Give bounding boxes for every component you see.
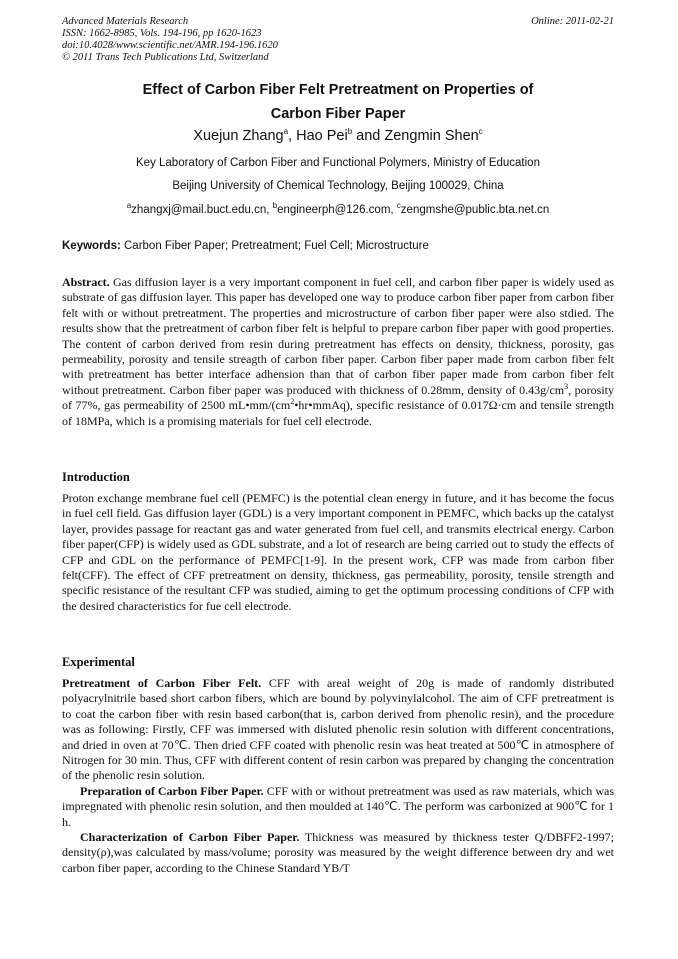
pretreatment-text: CFF with areal weight of 20g is made of randomly distributed polyacrylnitrile based short carbon fibers, which are bound by polyvinylalcohol. The aim of CFF pretreatment is to coat the carbon fiber with resin based carbon(that is, carbon derived from phenolic resin), and the procedure was as following: Firstly, CFF was immersed with disluted phenolic resin solution with different concentrations, and dried in oven at 70℃. Then dried CFF coated with phenolic resin was heat treated at 500℃ in atmosphere of Nitrogen for 30 min. Thus, CFF with different content of resin carbon was prepared by changing the concentration of the phenolic resin solution. xyxy=(62,676,614,783)
author-mark: b xyxy=(347,127,353,137)
characterization-paragraph xyxy=(62,830,614,876)
email-address[interactable]: zengmshe@public.bta.net.cn xyxy=(400,204,550,216)
author-mark: c xyxy=(478,127,483,137)
journal-header xyxy=(62,16,278,64)
preparation-paragraph xyxy=(62,784,614,830)
abstract-text: Gas diffusion layer is a very important component in fuel cell, and carbon fiber paper is widely used as substrate of gas diffusion layer. This paper has developed one way to produce carbon fiber paper from carbon fiber felt with or without pretreatment. The properties and microstructure of carbon fiber paper were also stdied. The results show that the pretreatment of carbon fiber felt is helpful to prepare carbon fiber paper with good properties. The content of carbon derived from resin during pretreatment has effects on density, thickness, porosity, gas permeability, porosity and tensile streagth of carbon fiber paper. Carbon fiber paper made from carbon fiber felt with pretreatment has better interface adhension than that of carbon fiber paper made from carbon fiber felt without pretreatment. Carbon fiber paper was produced with thickness of 0.28mm, density of 0.43g/cm xyxy=(62,275,614,397)
abstract-sup: 2 xyxy=(290,397,295,407)
experimental-heading: Experimental xyxy=(62,655,135,669)
author-mark: a xyxy=(283,127,289,137)
author-name: Xuejun Zhang xyxy=(193,128,284,144)
preparation-subheading: Preparation of Carbon Fiber Paper. xyxy=(80,783,264,798)
abstract-label: Abstract. xyxy=(62,275,110,289)
keywords-label: Keywords: xyxy=(62,240,121,252)
abstract xyxy=(62,275,614,429)
issn-line: ISSN: 1662-8985, Vols. 194-196, pp 1620-1623 xyxy=(62,28,262,39)
email-address[interactable]: zhangxj@mail.buct.edu.cn, xyxy=(131,204,273,216)
author-name: Zengmin Shen xyxy=(384,128,479,144)
characterization-subheading: Characterization of Carbon Fiber Paper. xyxy=(80,830,300,845)
preparation-text: CFF with or without pretreatment was used as raw materials, which was impregnated with phenolic resin solution, and then moulded at 140℃. The perform was carbonized at 900℃ for 1 h. xyxy=(62,783,615,829)
email-mark: b xyxy=(272,201,278,211)
pretreatment-subheading: Pretreatment of Carbon Fiber Felt. xyxy=(62,676,262,690)
keywords-text: Carbon Fiber Paper; Pretreatment; Fuel Cell; Microstructure xyxy=(120,240,429,252)
paper-title-line1: Effect of Carbon Fiber Felt Pretreatment on Properties of xyxy=(142,82,534,98)
online-date: Online: 2011-02-21 xyxy=(531,16,614,27)
pretreatment-paragraph xyxy=(62,676,614,784)
abstract-text: •hr•mmAq), specific resistance of 0.017Ω·cm and tensile strength of 18MPa, which is a promising materials for fuel cell electrode. xyxy=(62,398,614,428)
author-separator: , xyxy=(288,128,297,144)
keywords xyxy=(62,240,429,252)
doi-line: doi:10.4028/www.scientific.net/AMR.194-196.1620 xyxy=(62,40,278,51)
abstract-sup: 3 xyxy=(564,381,569,391)
characterization-text: Thickness was measured by thickness tester Q/DBFF2-1997; density(ρ),was calculated by mass/volume; porosity was measured by the weight difference between dry and wet carbon fiber paper, according to the Chinese Standard YB/T xyxy=(62,830,614,875)
affiliation-line2: Beijing University of Chemical Technology, Beijing 100029, China xyxy=(172,180,504,192)
paper-title-line2: Carbon Fiber Paper xyxy=(270,106,406,122)
experimental-body xyxy=(62,676,614,876)
introduction-text: Proton exchange membrane fuel cell (PEMFC) is the potential clean energy in future, and it has become the focus in fuel cell field. Gas diffusion layer (GDL) is a very important component in PEMFC, which backs up the catalyst layer, provides passage for reactant gas and water generated from fuel cell, and transmits electrical energy. Carbon fiber paper(CFP) is widely used as GDL substrate, and a lot of research are being carried out to study the effects of CFP and GDL on the performance of PEMFC[1-9]. In the present work, CFP was made from carbon fiber felt(CFF). The effect of CFF pretreatment on density, thickness, gas permeability, porosity, tensile strength and specific resistance of the resultant CFP was studied, aiming to get the optimum processing conditions of CFP with the desired characteristics for fue cell electrode. xyxy=(62,491,614,613)
email-mark: c xyxy=(396,201,401,211)
email-mark: a xyxy=(126,201,132,211)
affiliation-line1: Key Laboratory of Carbon Fiber and Functional Polymers, Ministry of Education xyxy=(136,157,540,169)
email-list xyxy=(62,201,614,216)
journal-name: Advanced Materials Research xyxy=(62,16,189,27)
email-address[interactable]: engineerph@126.com, xyxy=(277,204,397,216)
introduction-heading: Introduction xyxy=(62,470,130,484)
copyright-line: © 2011 Trans Tech Publications Ltd, Switzerland xyxy=(62,52,269,63)
author-list xyxy=(62,128,614,144)
abstract-text: , porosity of 77%, gas permeability of 2500 mL•mm/(cm xyxy=(62,382,614,413)
author-name: Hao Pei xyxy=(296,128,348,144)
author-separator: and xyxy=(352,128,385,144)
